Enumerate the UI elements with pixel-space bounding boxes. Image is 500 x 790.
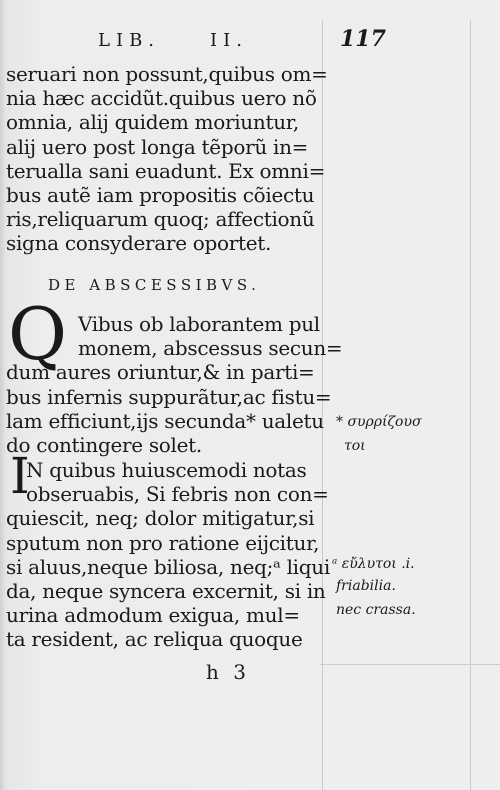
section-heading: DE ABSCESSIBVS. bbox=[48, 276, 261, 294]
ruled-line bbox=[320, 664, 500, 665]
text-line: ris,reliquarum quoq; affectionũ bbox=[6, 207, 315, 232]
text-line: ta resident, ac reliqua quoque bbox=[6, 627, 303, 652]
text-line: omnia, alij quidem moriuntur, bbox=[6, 110, 299, 135]
text-line: da, neque syncera excernit, si in bbox=[6, 578, 326, 603]
text-line: seruari non possunt,quibus om= bbox=[6, 62, 328, 86]
text-line: signa consyderare oportet. bbox=[6, 231, 272, 256]
text-line: bus infernis suppurãtur,ac fistu= bbox=[6, 384, 332, 409]
text-line: lam efficiunt,ijs secunda* ualetu bbox=[6, 408, 324, 433]
margin-note: τοι bbox=[344, 438, 366, 454]
page-number: 117 bbox=[340, 26, 386, 52]
text-line: terualla sani euadunt. Ex omni= bbox=[6, 158, 326, 183]
text-line: N quibus huiuscemodi notas bbox=[26, 458, 307, 482]
running-head bbox=[90, 26, 390, 54]
text-line: dum aures oriuntur,& in parti= bbox=[6, 360, 315, 385]
running-head-book: LIB. bbox=[98, 30, 161, 51]
text-line: sputum non pro ratione eijcitur, bbox=[6, 530, 320, 555]
text-line: monem, abscessus secun= bbox=[78, 336, 343, 361]
ruled-line bbox=[470, 20, 471, 790]
paragraph bbox=[6, 458, 330, 652]
paragraph bbox=[6, 312, 343, 457]
text-line: alij uero post longa tẽporũ in= bbox=[6, 134, 309, 159]
body-text bbox=[6, 62, 326, 256]
signature-mark: h 3 bbox=[206, 660, 250, 684]
margin-note: * συρρίζουσ bbox=[336, 414, 422, 430]
text-line: do contingere solet. bbox=[6, 432, 202, 457]
text-line: Vibus ob laborantem pul bbox=[78, 312, 320, 336]
margin-note: ᵃ εὔλυτοι .i. bbox=[332, 556, 415, 572]
text-line: quiescit, neq; dolor mitigatur,si bbox=[6, 506, 315, 531]
text-line: nia hæc accidũt.quibus uero nõ bbox=[6, 86, 317, 111]
running-head-number: II. bbox=[210, 30, 248, 51]
text-line: urina admodum exigua, mul= bbox=[6, 603, 300, 628]
drop-cap: Q bbox=[8, 292, 68, 376]
text-line: bus autẽ iam propositis cõiectu bbox=[6, 182, 315, 207]
text-line: si aluus,neque biliosa, neq;ᵃ liqui bbox=[6, 554, 330, 579]
text-line: obseruabis, Si febris non con= bbox=[26, 482, 329, 507]
drop-cap: I bbox=[10, 447, 30, 505]
margin-note: friabilia. bbox=[336, 578, 396, 594]
margin-note: nec crassa. bbox=[336, 602, 416, 618]
